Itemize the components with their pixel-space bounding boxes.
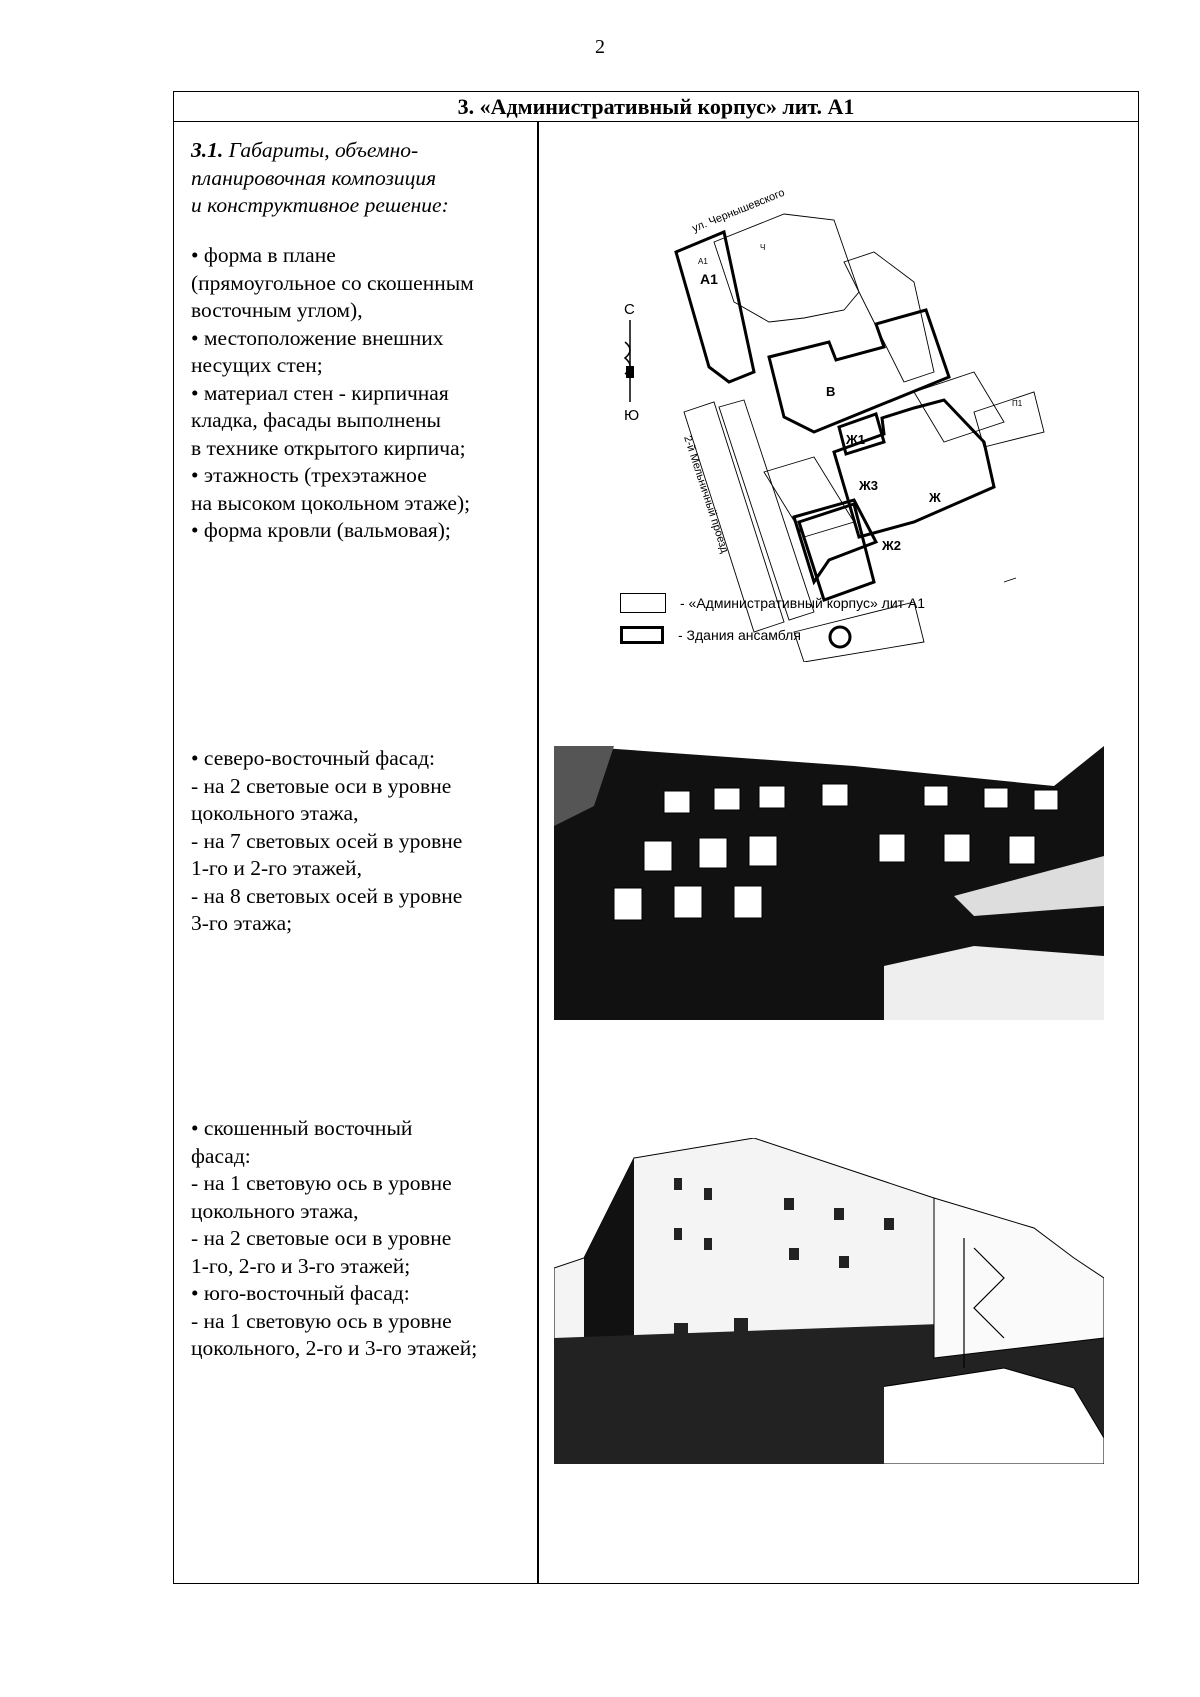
site-plan-map bbox=[614, 142, 1084, 662]
east-facade-description bbox=[174, 1115, 536, 1363]
text-line: - на 1 световую ось в уровне bbox=[191, 1308, 452, 1333]
text-line: несущих стен; bbox=[191, 353, 323, 377]
south-label: Ю bbox=[624, 407, 640, 424]
text-line: • форма в плане bbox=[191, 243, 336, 267]
building-zh3-label: Ж3 bbox=[859, 478, 878, 493]
building-a1-label: А1 bbox=[700, 271, 718, 287]
text-line: 1-го и 2-го этажей, bbox=[191, 856, 362, 880]
legend-swatch-bold bbox=[620, 626, 664, 644]
table-header: 3. «Административный корпус» лит. А1 bbox=[174, 92, 1138, 122]
text-line: на высоком цокольном этаже); bbox=[191, 490, 471, 515]
page-number: 2 bbox=[595, 36, 605, 58]
text-line: - на 7 световых осей в уровне bbox=[191, 828, 463, 853]
section-title-line-1: Габариты, объемно- bbox=[228, 138, 419, 162]
building-zh1-label: Ж1 bbox=[846, 432, 865, 447]
building-v-label: В bbox=[826, 384, 836, 399]
northeast-facade-photo bbox=[554, 746, 1104, 1020]
section-number: 3.1. bbox=[191, 138, 224, 162]
building-zh-label: Ж bbox=[929, 490, 941, 505]
northeast-facade-description bbox=[174, 745, 536, 938]
text-line: • местоположение внешних bbox=[191, 325, 444, 350]
text-line: восточным углом), bbox=[191, 298, 363, 322]
text-line: 3-го этажа; bbox=[191, 911, 293, 935]
text-line: цокольного этажа, bbox=[191, 801, 359, 825]
east-facade-photo bbox=[554, 1138, 1104, 1464]
compass-icon bbox=[624, 301, 639, 424]
building-a1-small-label: А1 bbox=[698, 257, 708, 266]
document-table bbox=[173, 91, 1139, 1584]
text-line: - на 1 световую ось в уровне bbox=[191, 1171, 452, 1195]
text-line: • юго-восточный фасад: bbox=[191, 1281, 410, 1305]
text-line: в технике открытого кирпича; bbox=[191, 435, 466, 460]
building-zh2-label: Ж2 bbox=[882, 538, 901, 553]
text-line: • этажность (трехэтажное bbox=[191, 463, 427, 487]
legend-row-main bbox=[620, 590, 925, 616]
legend-ensemble-label: - Здания ансамбля bbox=[678, 627, 801, 643]
text-line: - на 2 световые оси в уровне bbox=[191, 1226, 452, 1250]
column-divider bbox=[537, 122, 539, 1583]
text-line: кладка, фасады выполнены bbox=[191, 408, 441, 432]
text-line: фасад: bbox=[191, 1143, 251, 1168]
map-legend bbox=[620, 590, 925, 648]
section-title bbox=[191, 137, 536, 220]
text-line: (прямоугольное со скошенным bbox=[191, 270, 474, 295]
text-line: - на 8 световых осей в уровне bbox=[191, 883, 463, 908]
section-title-line-3: и конструктивное решение: bbox=[191, 193, 449, 217]
street-chernyshevskogo-label: ул. Чернышевского bbox=[690, 186, 787, 235]
text-line: • скошенный восточный bbox=[191, 1116, 413, 1140]
text-line: • материал стен - кирпичная bbox=[191, 380, 449, 405]
text-line: - на 2 световые оси в уровне bbox=[191, 773, 452, 798]
north-label: С bbox=[624, 301, 635, 318]
text-line: 1-го, 2-го и 3-го этажей; bbox=[191, 1253, 411, 1278]
text-line: • форма кровли (вальмовая); bbox=[191, 518, 451, 542]
section-title-block bbox=[174, 137, 536, 220]
section-title-line-2: планировочная композиция bbox=[191, 165, 437, 190]
text-line: • северо-восточный фасад: bbox=[191, 746, 435, 770]
text-line: цокольного, 2-го и 3-го этажей; bbox=[191, 1336, 478, 1360]
legend-main-label: - «Административный корпус» лит А1 bbox=[680, 595, 926, 611]
text-line: цокольного этажа, bbox=[191, 1198, 359, 1223]
legend-row-ensemble bbox=[620, 622, 925, 648]
plan-description bbox=[174, 242, 536, 545]
street-melnichny-label: 2-й Мельничный проезд bbox=[681, 434, 731, 555]
building-p1-label: П1 bbox=[1012, 399, 1023, 408]
building-ch-label: Ч bbox=[760, 243, 766, 252]
legend-swatch-thin bbox=[620, 593, 666, 613]
